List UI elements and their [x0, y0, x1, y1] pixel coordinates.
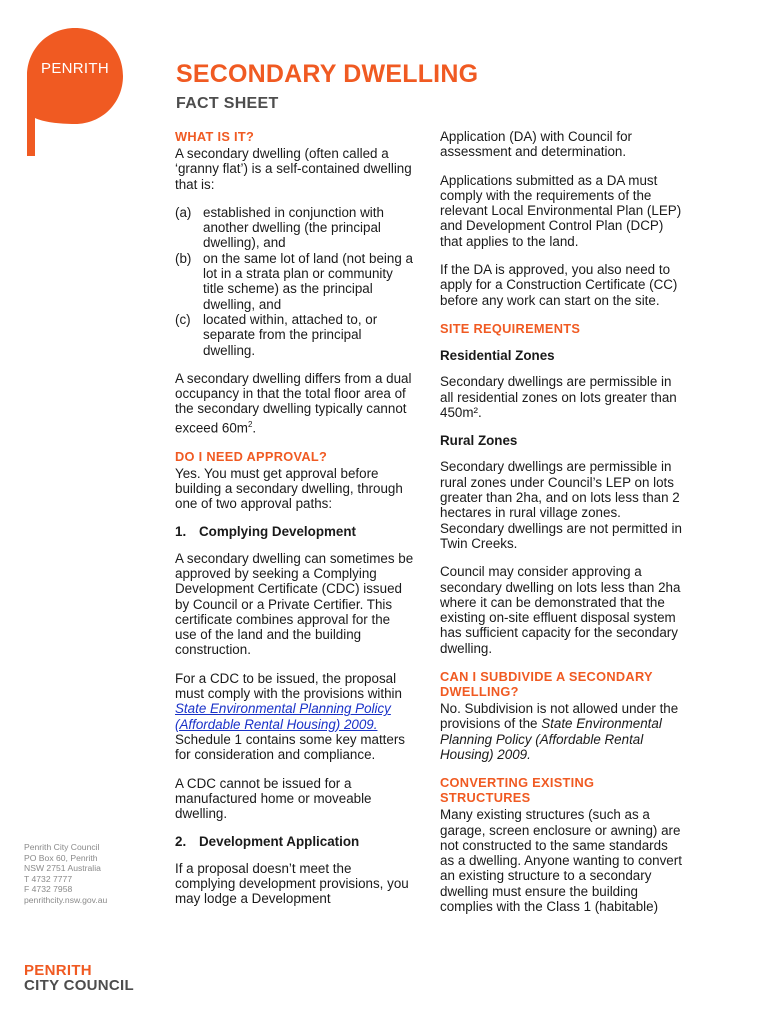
differs-text: A secondary dwelling differs from a dual occupancy in that the total floor area of the secondary dwelling typically cannot exceed 60m [175, 370, 412, 436]
brand-line-city-council: CITY COUNCIL [24, 977, 134, 994]
approval-heading: DO I NEED APPROVAL? [175, 448, 328, 464]
site-requirements-heading: SITE REQUIREMENTS [440, 320, 581, 336]
contact-line: T 4732 7777 [24, 873, 73, 884]
sepp-link[interactable]: State Environmental Planning Policy (Affordable Rental Housing) 2009. [175, 701, 391, 732]
construction-certificate-text: If the DA is approved, you also need to apply for a Construction Certificate (CC) before any work can start on the site. [440, 262, 678, 308]
development-application-text: If a proposal doesn’t meet the complying development provisions, you may lodge a Development [175, 860, 409, 907]
contact-line: F 4732 7958 [24, 884, 73, 894]
section-title: Development Application [199, 834, 360, 850]
right-column [440, 129, 685, 927]
da-requirements-text: Applications submitted as a DA must comply with the requirements of the relevant Local Environmental Plan (LEP) and Development Control Plan (DCP) that applies to the land. [440, 172, 682, 249]
residential-zones-text: Secondary dwellings are permissible in all residential zones on lots greater than 450m². [440, 374, 677, 420]
what-intro: A secondary dwelling (often called a ‘granny flat’) is a self-contained dwelling that is: [175, 146, 412, 192]
contact-line: Penrith City Council [24, 842, 100, 852]
differs-paragraph [175, 371, 415, 436]
superscript: 2 [247, 419, 253, 429]
item-marker: (c) [175, 311, 191, 327]
subdivide-pre: No. Subdivision is not allowed under the provisions of the [440, 701, 679, 732]
contact-line: NSW 2751 Australia [24, 863, 101, 873]
subdivide-policy: State Environmental Planning Policy (Affordable Rental Housing) 2009. [440, 716, 662, 762]
left-column [175, 129, 415, 920]
definition-list [175, 205, 415, 358]
cdc-not-paragraph: A CDC cannot be issued for a manufactured home or moveable dwelling. [175, 775, 372, 822]
converting-text: Many existing structures (such as a garage, screen enclosure or awning) are not constructed to the same standards as a dwelling. Anyone wanting to convert an existing structure to a secondary dwelling must ensure the building complies with the Class 1 (habitable) [440, 807, 682, 914]
subdivide-paragraph [440, 701, 685, 762]
item-marker: (b) [175, 250, 192, 266]
subdivide-heading: CAN I SUBDIVIDE A SECONDARY DWELLING? [440, 669, 653, 700]
contact-details [24, 842, 164, 905]
residential-zones-heading: Residential Zones [440, 347, 555, 363]
item-text: established in conjunction with another dwelling (the principal dwelling), and [203, 204, 384, 251]
penrith-logo-icon [27, 28, 123, 158]
rural-zones-heading: Rural Zones [440, 433, 518, 449]
page-title: SECONDARY DWELLING [176, 60, 479, 88]
da-continued-text: Application (DA) with Council for assessment and determination. [440, 129, 633, 160]
differs-end: . [252, 420, 257, 436]
section-number: 2. [175, 834, 187, 850]
logo-wordmark: PENRITH [41, 60, 109, 77]
contact-line: penrithcity.nsw.gov.au [24, 894, 108, 905]
brand-line-penrith: PENRITH [24, 962, 92, 979]
development-application-heading [175, 834, 415, 849]
list-item [175, 312, 415, 358]
page-subtitle: FACT SHEET [176, 95, 279, 112]
what-heading: WHAT IS IT? [175, 129, 255, 144]
item-text: on the same lot of land (not being a lot in a strata plan or community title scheme) as the principal dwelling, and [203, 250, 413, 312]
list-item [175, 251, 415, 312]
rural-zones-text: Secondary dwellings are permissible in rural zones under Council’s LEP on lots greater than 2ha, and on lots less than 2 hectares in rural village zones. Secondary dwellings are not permitted in Twin Creeks. [440, 459, 682, 551]
approval-text: Yes. You must get approval before building a secondary dwelling, through one of two approval paths: [175, 465, 403, 512]
item-marker: (a) [175, 204, 192, 220]
complying-development-heading [175, 524, 415, 539]
section-title: Complying Development [199, 524, 356, 540]
council-brand [24, 963, 134, 993]
converting-heading: CONVERTING EXISTING STRUCTURES [440, 775, 595, 806]
contact-line: PO Box 60, Penrith [24, 852, 98, 863]
cdc-pre: For a CDC to be issued, the proposal must comply with the provisions within [175, 670, 402, 702]
cdc-post: Schedule 1 contains some key matters for consideration and compliance. [175, 731, 405, 763]
item-text: located within, attached to, or separate from the principal dwelling. [203, 311, 378, 358]
council-consider-text: Council may consider approving a secondary dwelling on lots less than 2ha where it can be demonstrated that the existing on-site effluent disposal system has sufficient capacity for the secondary dwelling. [440, 564, 681, 656]
complying-development-text: A secondary dwelling can sometimes be approved by seeking a Complying Development Certificate (CDC) issued by Council or a Private Certifier. This certificate combines approval for the use of the land and the building construction. [175, 550, 414, 658]
section-number: 1. [175, 524, 187, 540]
list-item [175, 205, 415, 251]
cdc-paragraph [175, 671, 415, 763]
